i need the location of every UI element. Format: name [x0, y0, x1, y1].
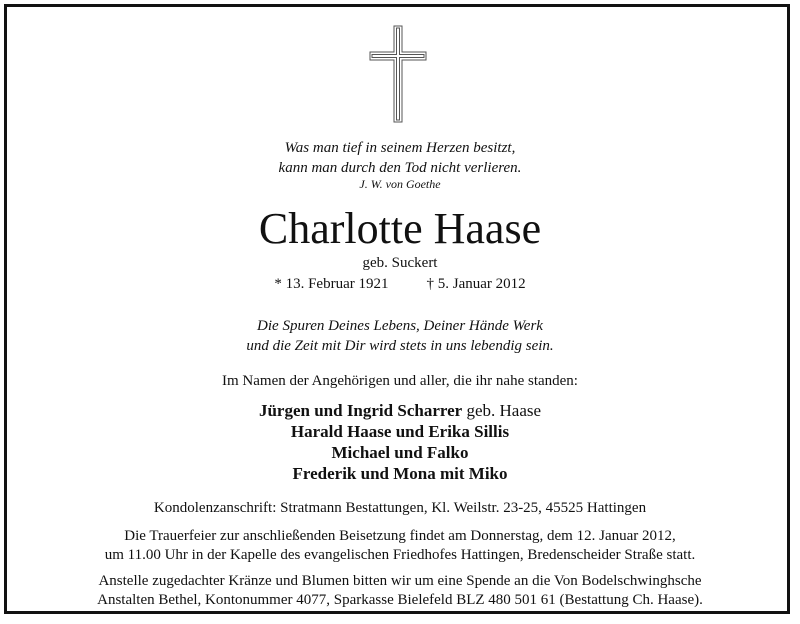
mourner-name-1: Jürgen und Ingrid Scharrer	[258, 401, 463, 420]
mourner-line-2: Harald Haase und Erika Sillis	[290, 422, 510, 441]
mourner-line-4: Frederik und Mona mit Miko	[292, 464, 508, 483]
cross-icon	[368, 24, 428, 124]
memorial-verse	[0, 316, 800, 356]
birth-date: * 13. Februar 1921	[274, 276, 389, 292]
death-date: † 5. Januar 2012	[426, 276, 526, 292]
ceremony-line-1: Die Trauerfeier zur anschließenden Beisetzung findet am Donnerstag, dem 12. Januar 2012,	[124, 528, 676, 544]
maiden-name: geb. Suckert	[362, 255, 438, 271]
funeral-ceremony-info	[0, 527, 800, 565]
donation-line-1: Anstelle zugedachter Kränze und Blumen bitten wir um eine Spende an die Von Bodelschwinghsche	[98, 573, 702, 589]
mourner-line-1	[0, 400, 800, 421]
mourners-intro: Im Namen der Angehörigen und aller, die ihr nahe standen:	[222, 373, 578, 389]
donation-line-2: Anstalten Bethel, Kontonummer 4077, Sparkasse Bielefeld BLZ 480 501 61 (Bestattung Ch. Haase).	[97, 592, 703, 608]
opening-quote	[0, 138, 800, 178]
opening-quote-line-1: Was man tief in seinem Herzen besitzt,	[284, 140, 516, 156]
condolence-address: Kondolenzanschrift: Stratmann Bestattungen, Kl. Weilstr. 23-25, 45525 Hattingen	[153, 500, 647, 516]
mourner-line-3: Michael und Falko	[331, 443, 469, 462]
mourner-maiden-note: geb. Haase	[462, 401, 542, 420]
ceremony-line-2: um 11.00 Uhr in der Kapelle des evangelischen Friedhofes Hattingen, Bredenscheider Straße statt.	[104, 547, 696, 563]
mourners-list	[0, 400, 800, 484]
donation-request	[0, 572, 800, 610]
quote-author: J. W. von Goethe	[359, 177, 441, 191]
memorial-verse-line-1: Die Spuren Deines Lebens, Deiner Hände Werk	[257, 318, 543, 334]
deceased-name: Charlotte Haase	[258, 204, 542, 253]
memorial-verse-line-2: und die Zeit mit Dir wird stets in uns lebendig sein.	[246, 338, 554, 354]
life-dates	[0, 274, 800, 294]
opening-quote-line-2: kann man durch den Tod nicht verlieren.	[278, 160, 522, 176]
